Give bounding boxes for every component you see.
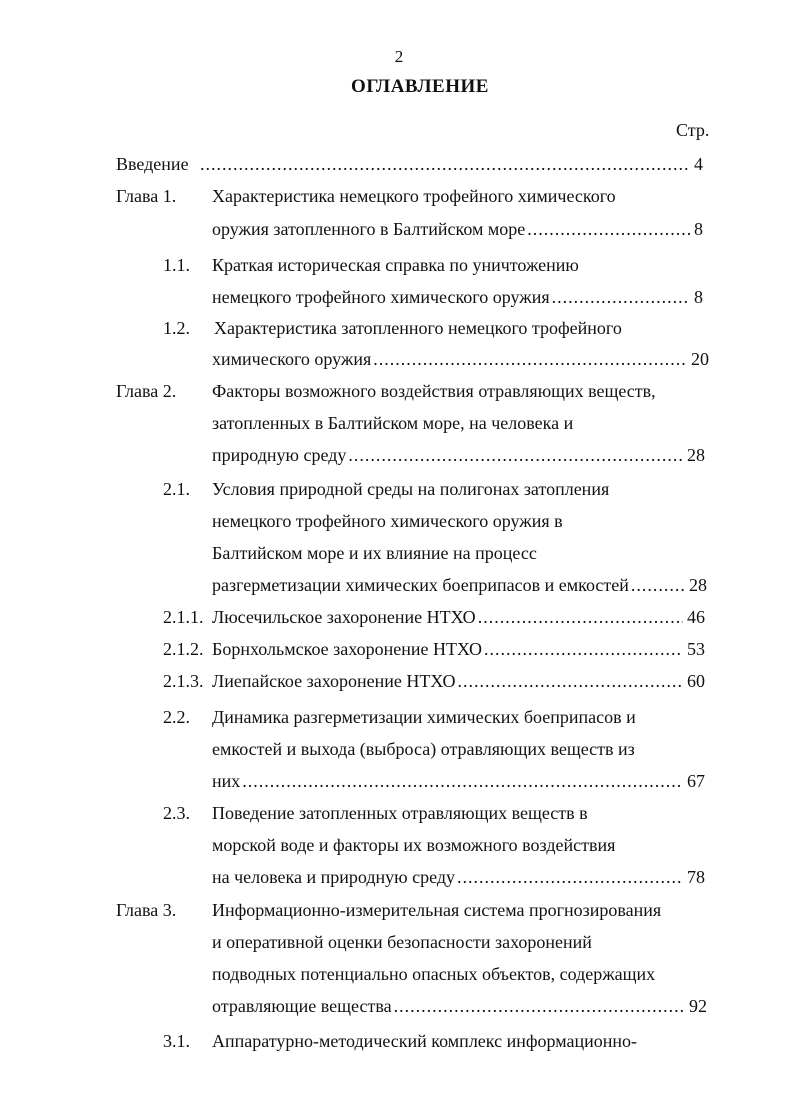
toc-ch3-page: 92 [689, 996, 707, 1016]
toc-ch2-line2: затопленных в Балтийском море, на человека и [212, 413, 574, 433]
toc-s1-1-entry [212, 286, 703, 308]
toc-s2-1-1-text: Люсечильское захоронение НТХО [212, 607, 476, 627]
page-title: ОГЛАВЛЕНИЕ [351, 76, 489, 97]
toc-s2-1-2-label: 2.1.2. [163, 639, 204, 659]
toc-s2-1-1-page: 46 [687, 607, 705, 627]
toc-ch2-line1: Факторы возможного воздействия отравляющих веществ, [212, 381, 656, 401]
toc-ch3-line3: подводных потенциально опасных объектов, содержащих [212, 964, 656, 984]
leader-dots [455, 670, 683, 692]
leader-dots [629, 574, 685, 596]
toc-s2-3-line3: на человека и природную среду [212, 867, 456, 887]
toc-ch1-label: Глава 1. [116, 186, 177, 206]
page-column-header: Стр. [676, 120, 710, 140]
leader-dots [476, 606, 683, 628]
toc-intro-label: Введение [116, 154, 189, 174]
toc-s2-2-entry [212, 770, 705, 792]
leader-dots [550, 286, 690, 308]
toc-s2-1-2-text: Борнхольмское захоронение НТХО [212, 639, 483, 659]
toc-s2-1-entry [212, 574, 707, 596]
toc-ch1-line2: оружия затопленного в Балтийском море [212, 219, 526, 239]
toc-s2-2-line3: них [212, 771, 241, 791]
page-number: 2 [394, 47, 404, 66]
toc-ch3-line2: и оперативной оценки безопасности захоронений [212, 932, 592, 952]
toc-s3-1-label: 3.1. [163, 1031, 190, 1051]
toc-ch3-line4: отравляющие вещества [212, 996, 392, 1016]
toc-s2-1-2-page: 53 [687, 639, 705, 659]
toc-s1-1-line2: немецкого трофейного химического оружия [212, 287, 550, 307]
toc-s2-3-line1: Поведение затопленных отравляющих веществ в [212, 803, 588, 823]
toc-s2-3-entry [212, 866, 705, 888]
toc-s3-1-line1: Аппаратурно-методический комплекс информационно- [212, 1031, 638, 1051]
toc-ch2-label: Глава 2. [116, 381, 177, 401]
toc-s1-1-line1: Краткая историческая справка по уничтожению [212, 255, 579, 275]
toc-s2-1-3-entry [212, 670, 705, 692]
toc-s2-1-3-label: 2.1.3. [163, 671, 204, 691]
leader-dots [525, 218, 690, 240]
toc-s2-3-line2: морской воде и факторы их возможного воздействия [212, 835, 616, 855]
toc-s2-2-line1: Динамика разгерметизации химических боеприпасов и [212, 707, 636, 727]
toc-s2-2-label: 2.2. [163, 707, 190, 727]
toc-s1-2-line1: Характеристика затопленного немецкого трофейного [214, 318, 622, 338]
toc-ch2-line3: природную среду [212, 445, 347, 465]
toc-s1-2-page: 20 [691, 349, 709, 369]
leader-dots [240, 770, 683, 792]
toc-s2-1-2-entry [212, 638, 705, 660]
leader-dots [371, 348, 687, 370]
toc-ch3-line1: Информационно-измерительная система прогнозирования [212, 900, 662, 920]
toc-s2-1-line2: немецкого трофейного химического оружия в [212, 511, 563, 531]
toc-ch3-label: Глава 3. [116, 900, 177, 920]
toc-s2-1-line4: разгерметизации химических боеприпасов и емкостей [212, 575, 629, 595]
leader-dots [392, 995, 685, 1017]
leader-dots [346, 444, 683, 466]
toc-s2-1-label: 2.1. [163, 479, 190, 499]
toc-ch1-entry [212, 218, 703, 240]
toc-s1-1-page: 8 [694, 287, 703, 307]
toc-ch2-entry [212, 444, 705, 466]
toc-s2-3-page: 78 [687, 867, 705, 887]
leader-dots [455, 866, 683, 888]
toc-s2-1-3-text: Лиепайское захоронение НТХО [212, 671, 456, 691]
toc-s1-2-entry [212, 348, 709, 370]
toc-s2-1-page: 28 [689, 575, 707, 595]
toc-s2-1-1-entry [212, 606, 705, 628]
toc-intro-page: 4 [694, 154, 703, 174]
toc-s2-1-line1: Условия природной среды на полигонах затопления [212, 479, 610, 499]
toc-ch2-page: 28 [687, 445, 705, 465]
toc-s1-1-label: 1.1. [163, 255, 190, 275]
toc-s2-1-line3: Балтийском море и их влияние на процесс [212, 543, 537, 563]
toc-s1-2-line2: химического оружия [212, 349, 372, 369]
toc-s2-1-1-label: 2.1.1. [163, 607, 204, 627]
toc-s2-1-3-page: 60 [687, 671, 705, 691]
toc-intro-entry [198, 153, 703, 175]
toc-ch3-entry [212, 995, 707, 1017]
leader-dots [198, 153, 690, 175]
toc-ch1-page: 8 [694, 219, 703, 239]
toc-ch1-line1: Характеристика немецкого трофейного химического [212, 186, 616, 206]
leader-dots [482, 638, 683, 660]
toc-s2-3-label: 2.3. [163, 803, 190, 823]
toc-s1-2-label: 1.2. [163, 318, 190, 338]
toc-s2-2-line2: емкостей и выхода (выброса) отравляющих веществ из [212, 739, 635, 759]
toc-s2-2-page: 67 [687, 771, 705, 791]
